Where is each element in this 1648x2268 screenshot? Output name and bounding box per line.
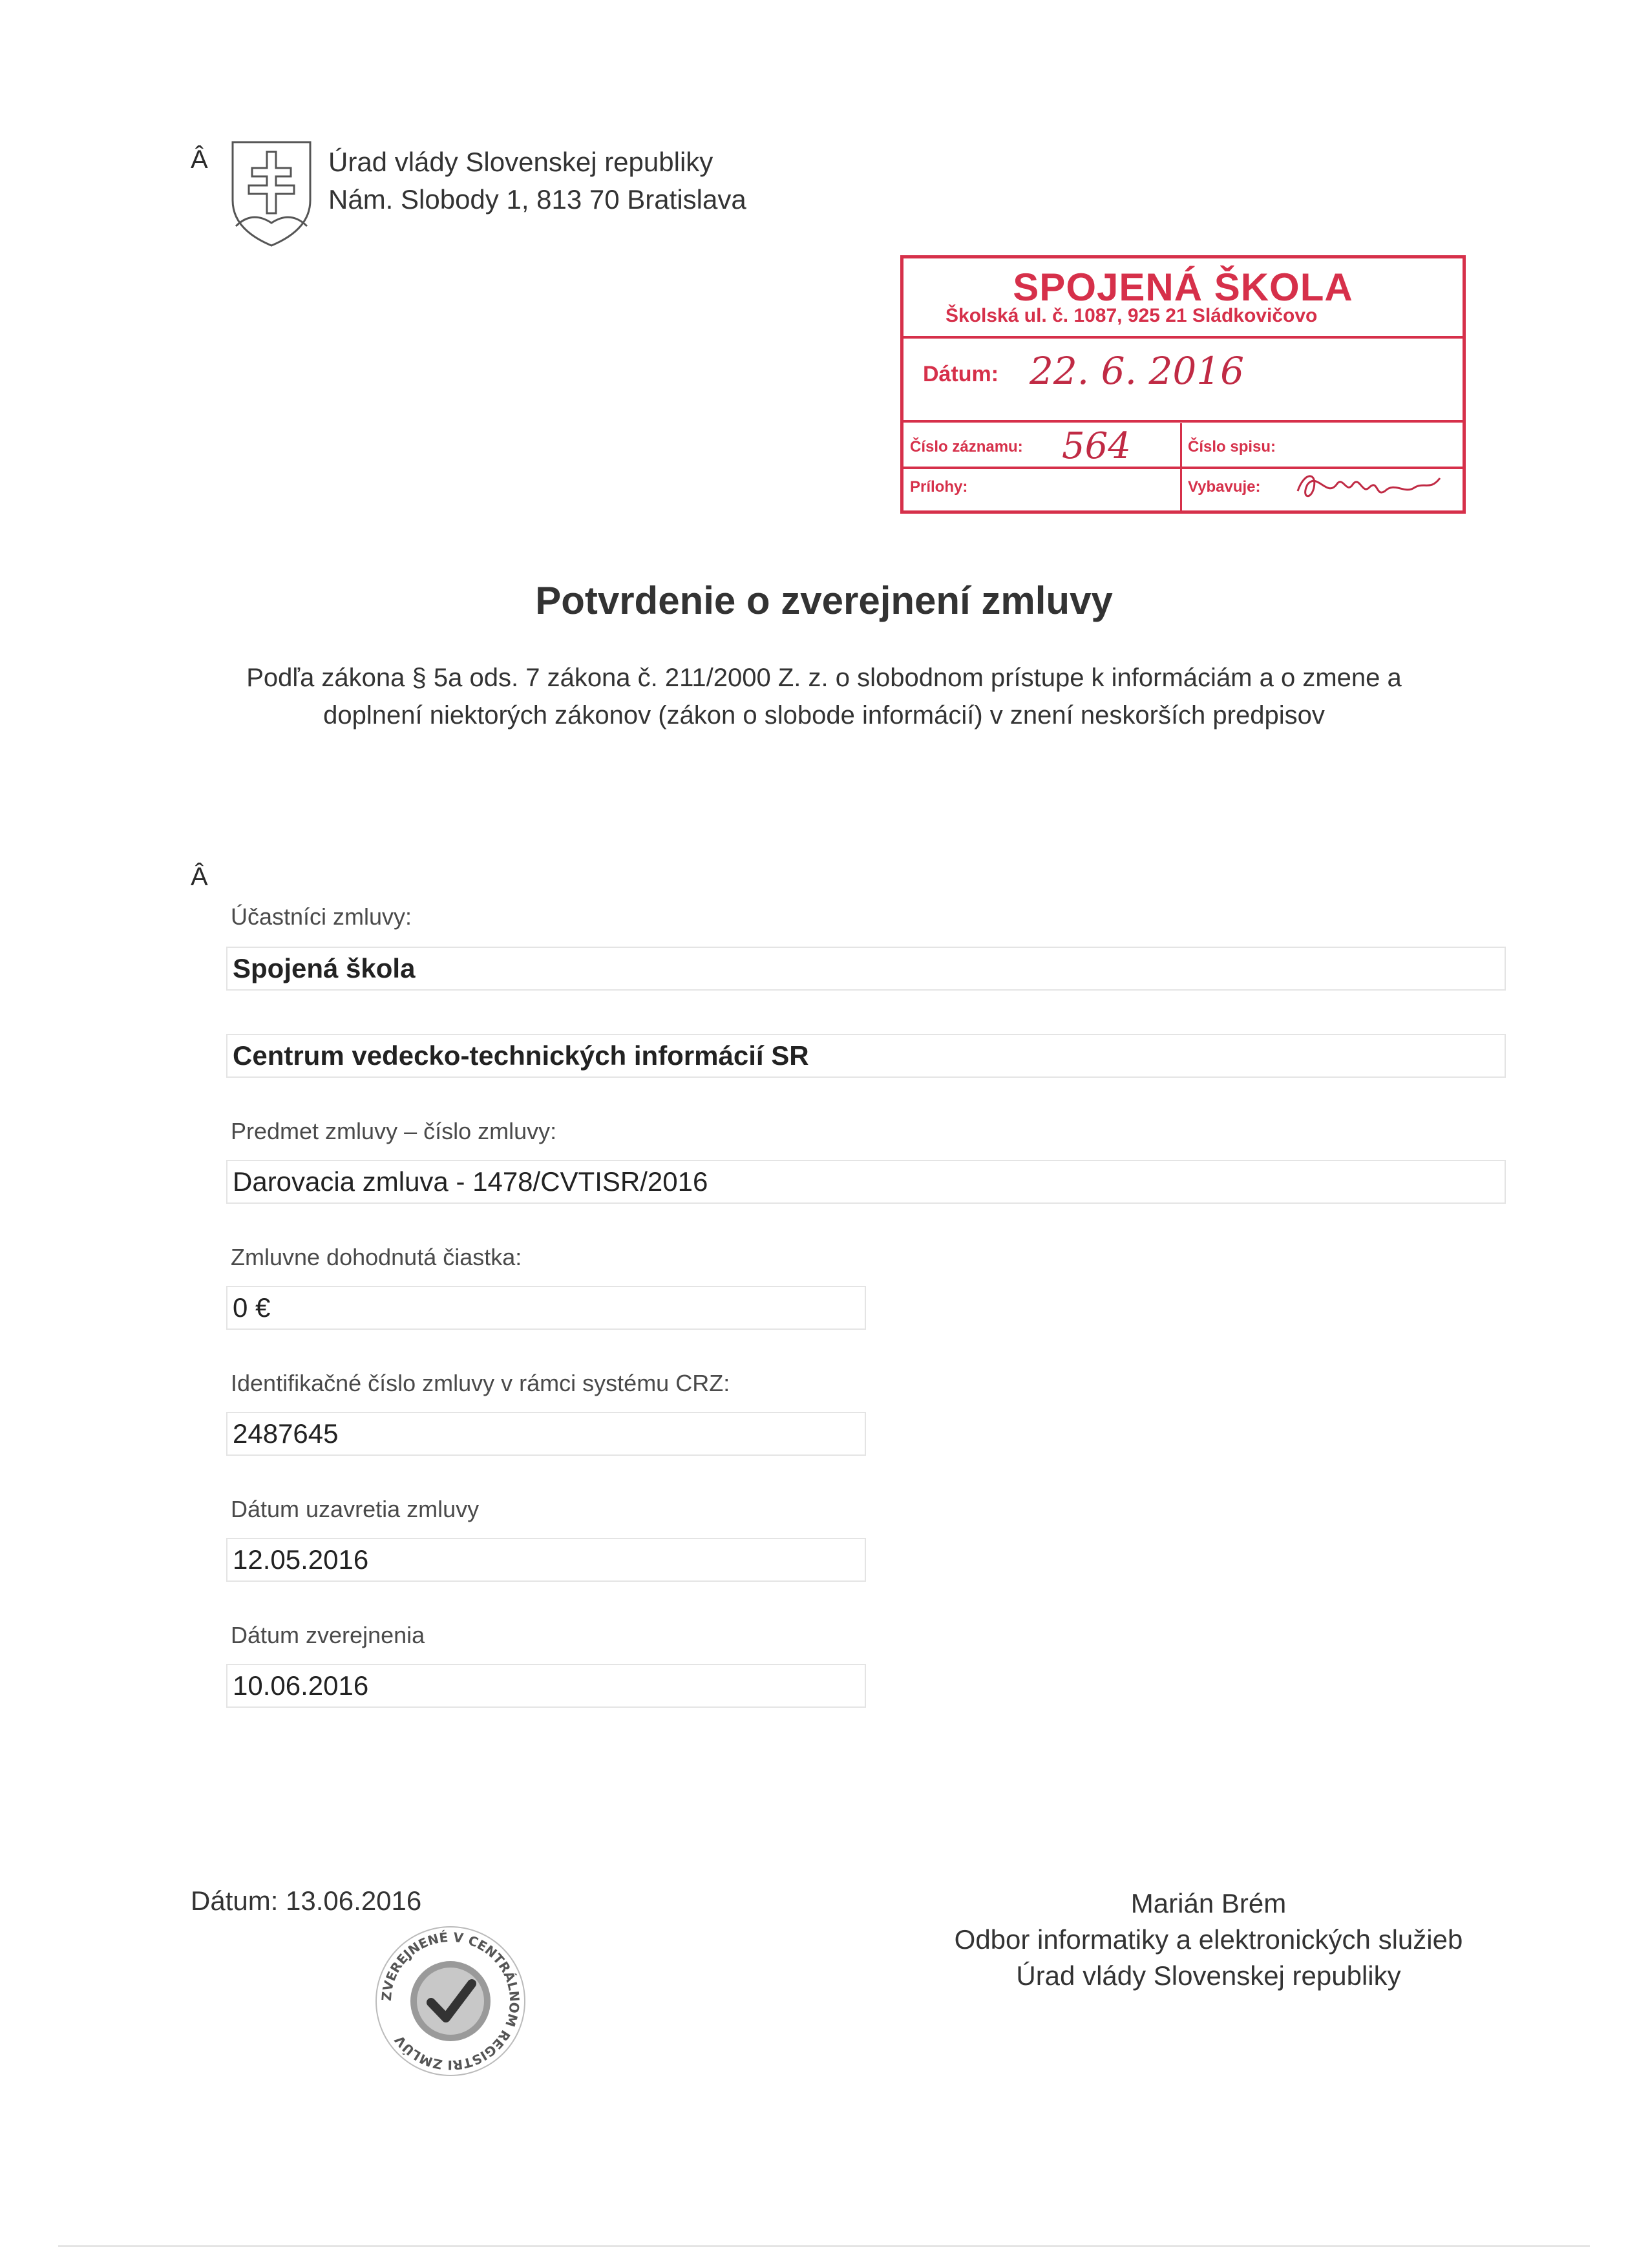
stamp-school-address: Školská ul. č. 1087, 925 21 Sládkovičovo [945, 305, 1318, 326]
header-marker: Â [191, 145, 208, 174]
coat-of-arms-icon [229, 139, 313, 249]
registry-stamp [900, 255, 1466, 514]
parties-label: Účastníci zmluvy: [231, 903, 412, 930]
signature-block [898, 1885, 1519, 1994]
stamp-divider [903, 336, 1463, 339]
signer-department: Odbor informatiky a elektronických služieb [954, 1924, 1463, 1955]
published-date-field: 10.06.2016 [226, 1664, 866, 1708]
subject-field: Darovacia zmluva - 1478/CVTISR/2016 [226, 1160, 1506, 1204]
amount-label: Zmluvne dohodnutá čiastka: [231, 1244, 522, 1270]
stamp-divider [903, 420, 1463, 423]
stamp-attachments-label: Prílohy: [910, 478, 968, 496]
office-name: Úrad vlády Slovenskej republiky [328, 147, 713, 177]
crz-field: 2487645 [226, 1412, 866, 1456]
law-reference [129, 659, 1519, 734]
office-address: Nám. Slobody 1, 813 70 Bratislava [328, 184, 746, 215]
stamp-record-handwritten: 564 [1062, 425, 1131, 467]
stamp-school-name: SPOJENÁ ŠKOLA [1013, 266, 1353, 309]
office-header [328, 143, 746, 218]
seal-text: ZVEREJNENÉ V CENTRÁLNOM REGISTRI ZMLÚV [378, 1929, 523, 2074]
published-label: Dátum zverejnenia [231, 1622, 425, 1648]
amount-field: 0 € [226, 1286, 866, 1330]
concluded-label: Dátum uzavretia zmluvy [231, 1496, 480, 1522]
party-1-field: Spojená škola [226, 947, 1506, 991]
section-marker: Â [191, 863, 208, 891]
document-title: Potvrdenie o zverejnení zmluvy [535, 579, 1113, 622]
page-bottom-border [58, 2245, 1590, 2247]
stamp-date-handwritten: 22. 6. 2016 [1030, 349, 1245, 393]
subject-label: Predmet zmluvy – číslo zmluvy: [231, 1118, 557, 1144]
issue-date: Dátum: 13.06.2016 [191, 1885, 422, 1916]
party-2-field: Centrum vedecko-technických informácií SR [226, 1034, 1506, 1078]
signer-name: Marián Brém [1130, 1888, 1287, 1918]
law-line-1: Podľa zákona § 5a ods. 7 zákona č. 211/2000 Z. z. o slobodnom prístupe k informáciám a o zmene a [246, 664, 1402, 692]
registry-seal-icon [372, 1922, 530, 2081]
stamp-handler-label: Vybavuje: [1188, 478, 1261, 496]
stamp-date-label: Dátum: [923, 362, 999, 386]
stamp-record-label: Číslo záznamu: [910, 438, 1023, 456]
law-line-2: doplnení niektorých zákonov (zákon o slobode informácií) v znení neskorších predpisov [323, 701, 1325, 730]
signer-office: Úrad vlády Slovenskej republiky [1016, 1960, 1401, 1991]
handler-signature [1291, 465, 1446, 514]
crz-label: Identifikačné číslo zmluvy v rámci systému CRZ: [231, 1370, 730, 1396]
concluded-date-field: 12.05.2016 [226, 1538, 866, 1582]
stamp-file-label: Číslo spisu: [1188, 438, 1276, 456]
